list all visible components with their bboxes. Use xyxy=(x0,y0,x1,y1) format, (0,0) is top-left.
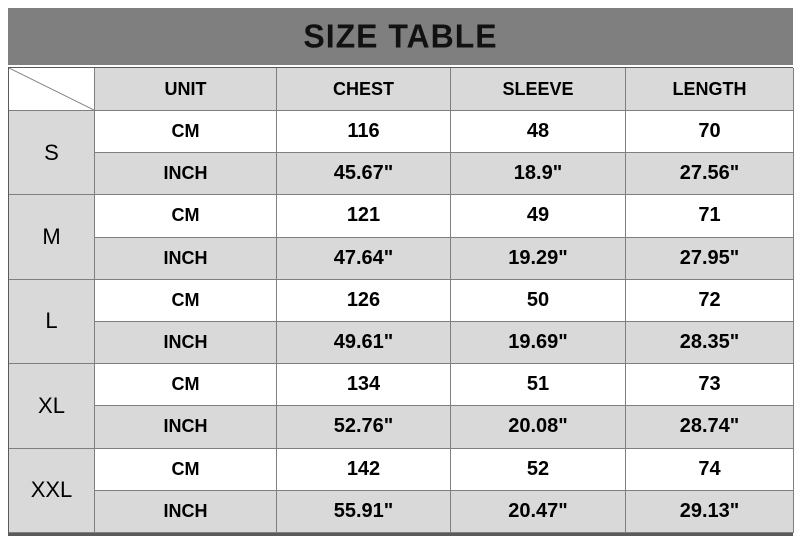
cell-xl-inch-sleeve: 20.08" xyxy=(451,406,626,448)
column-header-unit: UNIT xyxy=(95,68,277,111)
cell-s-inch-chest: 45.67" xyxy=(277,153,451,195)
cell-xxl-inch-chest: 55.91" xyxy=(277,491,451,533)
cell-l-inch-sleeve: 19.69" xyxy=(451,322,626,364)
cell-l-inch-chest: 49.61" xyxy=(277,322,451,364)
size-label-l: L xyxy=(9,280,95,364)
cell-m-cm-unit: CM xyxy=(95,195,277,237)
cell-xl-cm-sleeve: 51 xyxy=(451,364,626,406)
size-label-xl: XL xyxy=(9,364,95,448)
diagonal-line-icon xyxy=(9,68,94,110)
column-header-sleeve: SLEEVE xyxy=(451,68,626,111)
cell-s-cm-unit: CM xyxy=(95,111,277,153)
cell-m-cm-sleeve: 49 xyxy=(451,195,626,237)
size-label-s: S xyxy=(9,111,95,195)
cell-s-cm-length: 70 xyxy=(626,111,794,153)
size-table-graphic xyxy=(8,8,793,536)
column-header-chest: CHEST xyxy=(277,68,451,111)
cell-xl-cm-chest: 134 xyxy=(277,364,451,406)
cell-xl-inch-chest: 52.76" xyxy=(277,406,451,448)
cell-s-cm-sleeve: 48 xyxy=(451,111,626,153)
cell-l-cm-chest: 126 xyxy=(277,280,451,322)
cell-s-inch-length: 27.56" xyxy=(626,153,794,195)
cell-s-inch-sleeve: 18.9" xyxy=(451,153,626,195)
cell-xl-inch-length: 28.74" xyxy=(626,406,794,448)
cell-xxl-cm-chest: 142 xyxy=(277,449,451,491)
table-title-bar xyxy=(8,8,793,65)
cell-xxl-cm-unit: CM xyxy=(95,449,277,491)
cell-m-inch-length: 27.95" xyxy=(626,238,794,280)
cell-l-inch-unit: INCH xyxy=(95,322,277,364)
cell-xl-cm-length: 73 xyxy=(626,364,794,406)
cell-xxl-inch-sleeve: 20.47" xyxy=(451,491,626,533)
cell-l-cm-unit: CM xyxy=(95,280,277,322)
cell-xxl-inch-length: 29.13" xyxy=(626,491,794,533)
cell-s-inch-unit: INCH xyxy=(95,153,277,195)
corner-cell xyxy=(9,68,95,111)
cell-l-inch-length: 28.35" xyxy=(626,322,794,364)
cell-m-inch-sleeve: 19.29" xyxy=(451,238,626,280)
cell-m-cm-length: 71 xyxy=(626,195,794,237)
size-table xyxy=(8,67,793,536)
column-header-length: LENGTH xyxy=(626,68,794,111)
cell-m-inch-unit: INCH xyxy=(95,238,277,280)
size-label-m: M xyxy=(9,195,95,279)
cell-xxl-inch-unit: INCH xyxy=(95,491,277,533)
cell-s-cm-chest: 116 xyxy=(277,111,451,153)
cell-l-cm-length: 72 xyxy=(626,280,794,322)
cell-xl-cm-unit: CM xyxy=(95,364,277,406)
cell-l-cm-sleeve: 50 xyxy=(451,280,626,322)
cell-xxl-cm-sleeve: 52 xyxy=(451,449,626,491)
cell-xl-inch-unit: INCH xyxy=(95,406,277,448)
table-title: SIZE TABLE xyxy=(303,17,498,55)
cell-m-inch-chest: 47.64" xyxy=(277,238,451,280)
size-label-xxl: XXL xyxy=(9,449,95,533)
cell-m-cm-chest: 121 xyxy=(277,195,451,237)
cell-xxl-cm-length: 74 xyxy=(626,449,794,491)
